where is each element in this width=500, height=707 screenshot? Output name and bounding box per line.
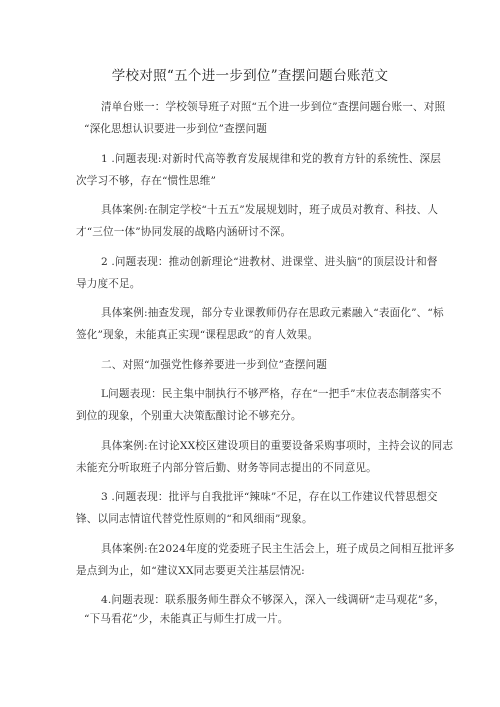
paragraph-line: 到位的现象，个别重大决策酝酿讨论不够充分。 — [76, 410, 302, 422]
section-heading: 二、对照“加强党性修养要进一步到位”查摆问题 — [101, 359, 328, 371]
paragraph-line: “深化思想认识要进一步到位”查摆问题 — [84, 123, 268, 135]
paragraph-line: 4.问题表现：联系服务师生群众不够深入，深入一线调研“走马观花”多， — [101, 594, 445, 606]
paragraph-line: “下马看花”少，未能真正与师生打成一片。 — [84, 613, 289, 625]
paragraph-line: 具体案例:抽查发现，部分专业课教师仍存在思政元素融入“表面化”、“标 — [101, 307, 444, 319]
paragraph-line: 未能充分听取班子内部分管后勤、财务等同志提出的不同意见。 — [76, 462, 377, 474]
document-title: 学校对照“五个进一步到位”查摆问题台账范文 — [111, 68, 389, 84]
paragraph-line: 签化”现象，未能真正实现“课程思政”的育人效果。 — [76, 329, 319, 341]
paragraph-line: 具体案例:在讨论XX校区建设项目的重要设备采购事项时，主持会议的同志 — [101, 440, 454, 452]
paragraph-line: 锋、以同志情谊代替党性原则的“和风细雨”现象。 — [76, 513, 313, 525]
paragraph-line: 2 .问题表现：推动创新理论“进教材、进课堂、进头脑”的顶层设计和督 — [101, 256, 438, 268]
paragraph-line: 清单台账一：学校领导班子对照“五个进一步到位”查摆问题台账一、对照 — [101, 101, 446, 113]
paragraph-line: 具体案例:在制定学校“十五五”发展规划时，班子成员对教育、科技、人 — [101, 204, 439, 216]
paragraph-line: 具体案例:在2024年度的党委班子民主生活会上，班子成员之间相互批评多 — [101, 543, 455, 555]
paragraph-line: 3 .问题表现：批评与自我批评“辣味”不足，存在以工作建议代替思想交 — [101, 491, 438, 503]
paragraph-line: 才“三位一体”协同发展的战略内涵研讨不深。 — [76, 226, 292, 238]
paragraph-line: L问题表现：民主集中制执行不够严格，存在“一把手”末位表态制落实不 — [101, 388, 442, 400]
paragraph-line: 次学习不够，存在“惯性思维” — [76, 175, 217, 187]
paragraph-line: 是点到为止，如“建议XX同志要更关注基层情况: — [76, 565, 305, 577]
paragraph-line: 1 .问题表现:对新时代高等教育发展规律和党的教育方针的系统性、深层 — [101, 153, 441, 165]
paragraph-line: 导力度不足。 — [76, 278, 141, 290]
